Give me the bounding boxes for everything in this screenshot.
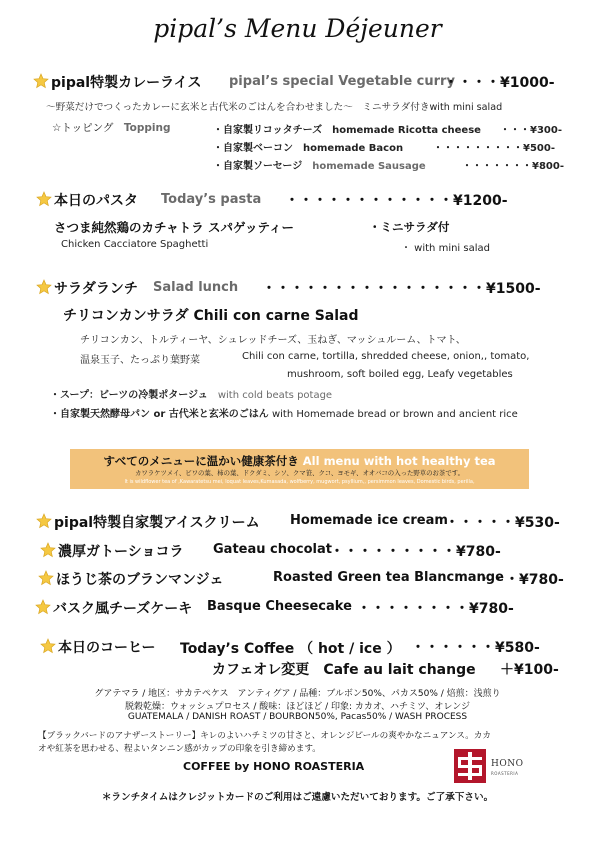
curry-heading [33, 72, 202, 92]
dessert-ice-cream: pipal特製自家製アイスクリーム [36, 512, 260, 532]
curry-title-en: pipal’s special Vegetable curry [229, 74, 455, 89]
hono-logo-subtext: ROASTERIA [491, 771, 519, 776]
topping-bacon-price: ・・・・・・・・・¥500- [433, 143, 555, 154]
topping-label: ☆トッピング Topping [52, 122, 171, 134]
salad-heading [36, 278, 138, 298]
hono-logo-text: HONO [491, 759, 524, 769]
pasta-dish-ja: さつま純然鶏のカチャトラ スパゲッティー [54, 220, 294, 235]
star-icon [35, 599, 51, 615]
topping-ricotta: ・自家製リコッタチーズ homemade Ricotta cheese [213, 125, 481, 136]
coffee-price: ・・・・・・¥580- [411, 640, 540, 656]
star-icon [33, 73, 49, 89]
coffee-heading: 本日のコーヒー [40, 637, 155, 657]
dessert-blancmange: ほうじ茶のブランマンジェ [38, 569, 223, 589]
notice-line-2: カワラケツメイ、ビワの葉、柿の葉、ドクダミ、シソ、クマ笹、クコ、ヨモギ、オオバコの入った野草のお茶です。 [135, 469, 464, 477]
coffee-detail-1: グアテマラ / 地区：サカテペケス アンティグア / 品種：ブルボン50%、パカス50% / 焙煎：浅煎り [94, 689, 501, 699]
pasta-title-en: Today’s pasta [161, 192, 262, 207]
pasta-heading [36, 190, 138, 210]
salad-title-en: Salad lunch [153, 280, 239, 295]
salad-bread: ・自家製天然酵母パン or 古代米と玄米のごはん with Homemade bread or brown and ancient rice [50, 409, 518, 420]
star-icon [38, 570, 54, 586]
pasta-side-ja: ・ミニサラダ付 [369, 220, 450, 234]
page-title: pipal’s Menu Déjeuner [153, 14, 442, 43]
hono-logo-mark [453, 748, 487, 784]
curry-description: 〜野菜だけでつくったカレーに玄米と古代米のごはんを合わせました〜 ミニサラダ付きwith mini salad [46, 102, 503, 113]
notice-line-1: すべてのメニューに温かい健康茶付き All menu with hot healthy tea [103, 454, 496, 468]
salad-ingredients-en-1: Chili con carne, tortilla, shredded cheese, onion,, tomato, [242, 351, 530, 362]
dessert-ice-cream-price: ・・・・・¥530- [445, 515, 560, 531]
star-icon [40, 638, 56, 654]
pasta-side-en: ・ with mini salad [401, 243, 490, 254]
star-icon [36, 279, 52, 295]
cafe-au-lait-price: ＋¥100- [500, 662, 559, 678]
dessert-gateau-en: Gateau chocolat [213, 542, 332, 557]
coffee-detail-2: 脱穀乾燥：ウォッシュプロセス / 酸味：ほどほど / 印象: カカオ、ハチミツ、オレンジ [125, 702, 470, 712]
pasta-title-ja: 本日のパスタ [54, 193, 138, 209]
topping-sausage-price: ・・・・・・・¥800- [462, 161, 564, 172]
coffee-story-1: 【ブラックバードのアナザーストーリー】キレのよいハチミツの甘さと、オレンジピールの爽やかなニュアンス。カカ [38, 731, 491, 741]
salad-title-ja: サラダランチ [54, 281, 138, 297]
topping-sausage: ・自家製ソーセージ homemade Sausage [213, 161, 426, 172]
topping-bacon: ・自家製ベーコン homemade Bacon [213, 143, 404, 154]
dessert-blancmange-en: Roasted Green tea Blancmange [273, 570, 504, 585]
dessert-ice-cream-en: Homemade ice cream [290, 513, 448, 528]
roaster-name: COFFEE by HONO ROASTERIA [183, 760, 365, 773]
topping-ricotta-price: ・・・¥300- [500, 125, 562, 136]
salad-soup: ・スープ：ビーツの冷製ポタージュ with cold beats potage [50, 390, 333, 401]
dessert-gateau: 濃厚ガトーショコラ [40, 541, 183, 561]
coffee-story-2: オや紅茶を思わせる、程よいタンニン感がカップの印象を引き締めます。 [38, 744, 321, 754]
coffee-detail-3: GUATEMALA / DANISH ROAST / BOURBON50%, Pacas50% / WASH PROCESS [127, 712, 468, 722]
coffee-heading-en: Today’s Coffee （ hot / ice ） [180, 641, 401, 657]
salad-dish: チリコンカンサラダ Chili con carne Salad [63, 308, 359, 324]
salad-ingredients-en-2: mushroom, soft boiled egg, Leafy vegetables [287, 369, 513, 380]
dessert-cheesecake-en: Basque Cheesecake [207, 599, 352, 614]
cafe-au-lait: カフェオレ変更 Cafe au lait change [212, 662, 476, 678]
star-icon [36, 191, 52, 207]
footer-note: ＊ランチタイムはクレジットカードのご利用はご遠慮いただいております。ご了承下さい。 [101, 792, 494, 803]
pasta-dish-en: Chicken Cacciatore Spaghetti [61, 239, 209, 250]
dessert-cheesecake: バスク風チーズケーキ [35, 598, 192, 618]
curry-price: ・・・・¥1000- [444, 75, 555, 91]
pasta-price: ・・・・・・・・・・・・¥1200- [285, 193, 508, 209]
salad-ingredients-ja-2: 温泉玉子、たっぷり葉野菜 [80, 355, 200, 366]
star-icon [36, 513, 52, 529]
salad-price: ・・・・・・・・・・・・・・・・¥1500- [262, 281, 541, 297]
dessert-cheesecake-price: ・・・・・・・・¥780- [357, 601, 514, 617]
curry-title-ja: pipal特製カレーライス [51, 75, 202, 91]
notice-line-3: It is wildflower tea of ,Kawaratetsu mei, loquat leaves,Kumasada, wolfberry, mugwort, psyllium,, persimmon leaves, Domestic birds, perilla, [124, 479, 475, 485]
star-icon [40, 542, 56, 558]
salad-ingredients-ja-1: チリコンカン、トルティーヤ、シュレッドチーズ、玉ねぎ、マッシュルーム、トマト、 [80, 335, 466, 346]
healthy-tea-notice [70, 449, 529, 489]
dessert-gateau-price: ・・・・・・・・・¥780- [330, 544, 501, 560]
dessert-blancmange-price: ・・・¥780- [477, 572, 564, 588]
